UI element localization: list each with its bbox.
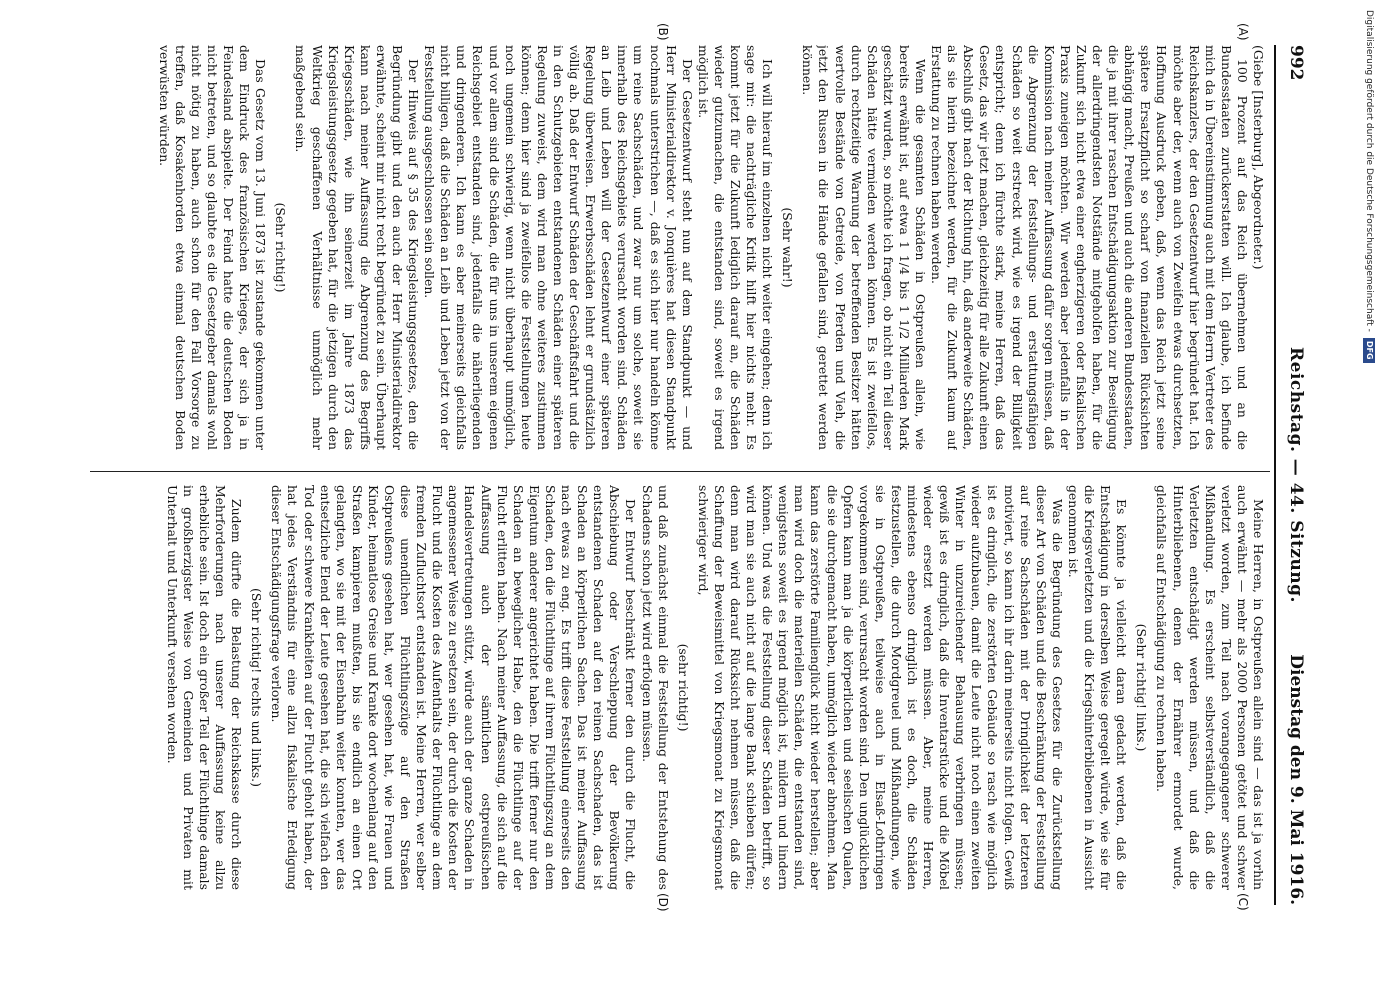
session-date: Dienstag den 9. Mai 1916. xyxy=(1286,654,1306,905)
dfg-logo: DFG xyxy=(1363,338,1375,363)
interjection: (Sehr richtig! rechts und links.) xyxy=(249,588,265,787)
margin-marker-a: (A) xyxy=(1236,23,1250,41)
margin-marker-d: (D) xyxy=(656,893,670,912)
interjection: (Sehr richtig! links.) xyxy=(1134,623,1150,752)
margin-marker-c: (C) xyxy=(1236,893,1250,911)
paragraph: Was die Begründung des Gesetzes für die Zurückstellung dieser Art von Schäden und die Beschränkung der Feststellung auf reine Sachschäden mit der Dringlichkeit der letzteren motiviert, so kann ich ihr darin meinerseits nicht folgen. Gewiß ist es dringlich, die zerstörten Gebäude so rasch wie möglich wieder aufzubauen, damit die Leute nicht noch einen zweiten Winter in unzureichender Behausung verbringen müssen; gewiß ist es dringlich, daß die Inventarstücke und die Möbel wieder ersetzt werden müssen. Aber, meine Herren, mindestens ebenso dringlich ist es doch, die Schäden festzustellen, die durch Mordgreuel und Mißhandlungen, wie sie in Ostpreußen, teilweise auch in Elsaß-Lothringen vorgekommen sind, verursacht worden sind. Den unglücklichen Opfern kann man ja die körperlichen und seelischen Qualen, die sie durchgemacht haben, unmöglich wieder abnehmen. Man kann das zerstörte Familienglück nicht wieder herstellen; aber man wird doch die materiellen Schäden, die entstanden sind, wenigstens soweit es irgend möglich ist, mildern und lindern können. Und was die Feststellung dieser Schäden betrifft, so wird man sie auch nicht auf die lange Bank schieben dürfen; denn man wird darauf Rücksicht nehmen müssen, daß die Schaffung der Beweismittel von Kriegsmonat zu Kriegsmonat schwieriger wird, xyxy=(695,485,1065,890)
paragraph: Der Hinweis auf § 35 des Kriegsleistungsgesetzes, den die Begründung gibt und den auch der Herr Ministerialdirektor erwähnte, scheint mir nicht recht begründet zu sein. Überhaupt kann nach meiner Auffassung die Abgrenzung des Begriffs Kriegsschäden, wie ihn seinerzeit im Jahre 1873 das Kriegsleistungsgesetz gegeben hat, für die jetzigen durch den Weltkrieg geschaffenen Verhältnisse unmöglich mehr maßgebend sein. xyxy=(293,45,422,450)
paragraph: Das Gesetz vom 13. Juni 1873 ist zustande gekommen unter dem Eindruck des französischen Krieges, der sich ja in Feindesland abspielte. Der Feind hatte die deutschen Boden nicht betreten, und so glaubte es die Gesetzgeber damals wohl nicht nötig zu haben, auch schon für den Fall Vorsorge zu treffen, daß Kosakenhorden etwa einmal deutschen Boden verwüsten würden. xyxy=(156,45,269,450)
paragraph: Meine Herren, in Ostpreußen allein sind — das ist ja vorhin auch erwähnt — mehr als 2000 Personen getötet und schwer verletzt worden, zum Teil nach vorangegangener schwerer Mißhandlung. Es erscheint selbstverständlich, daß die Verletzten entschädigt werden müssen, und daß die Hinterbliebenen, denen der Ernährer ermordet wurde, gleichfalls auf Entschädigung zu rechnen haben. xyxy=(1154,485,1266,890)
session-title: Reichstag. — 44. Sitzung. xyxy=(1286,347,1306,603)
paragraph: 100 Prozent auf das Reich übernehmen und an die Bundesstaaten zurückerstatten will. Ich glaube, ich befinde mich da in Übereinstimmung auch mit dem Herrn Vertreter des Reichskanzlers, der den Gesetzentwurf hier begründet hat. Ich möchte aber der, wenn auch von Zweifeln etwas durchsetzten, Hoffnung Ausdruck geben, daß, wenn das Reich jetzt seine spätere Ersatzpflicht so scharf von finanziellen Rücksichten abhängig macht, Preußen und auch die anderen Bundesstaaten, die ja mit ihrer raschen Entschädigungsaktion zur Beseitigung der allerdringendsten Notstände mitgeholfen haben, für die Zukunft sich nicht etwa einer engherzigeren oder fiskalischen Praxis zuneigen möchten. Wir werden aber jedenfalls in der Kommission nach meiner Auffassung dafür sorgen müssen, daß die Abgrenzung der feststellungs- und erstattungsfähigen Schäden so weit erstreckt wird, wie es irgend der Billigkeit entspricht; denn ich fürchte stark, meine Herren, daß das Gesetz, das wir jetzt machen, gleichzeitig für alle Zukunft einen Abschluß gibt nach der Richtung hin, daß anderweite Schäden, als sie hierin bezeichnet werden, für die Zukunft kaum auf Erstattung zu rechnen haben werden. xyxy=(929,45,1250,450)
side-credit xyxy=(1362,10,1376,990)
paragraph: Wenn die gesamten Schäden in Ostpreußen allein, wie bereits erwähnt ist, auf etwa 1 1/4 bis 1 1/2 Milliarden Mark geschätzt wurden, so möchte ich fragen, ob nicht ein Teil dieser Schäden hätte vermieden werden können. Es ist zweifellos, durch rechtzeitige Warnung der betreffenden Besitzer hätten wertvolle Bestände von Getreide, von Pferden und Vieh, die jetzt den Russen in die Hände gefallen sind, gerettet werden können. xyxy=(800,45,929,450)
right-column xyxy=(96,485,1266,890)
paragraph: Der Entwurf beschränkt ferner den durch die Flucht, die Abschiebung oder Verschleppung der Bevölkerung entstandenen Schaden auf den reinen Sachschaden, das ist Schaden an körperlichen Sachen. Das ist meiner Auffassung nach etwas zu eng. Es trifft diese Feststellung einerseits den Schaden, den die Flüchtlinge auf ihrem Flüchtlingszug an dem Eigentum anderer angerichtet haben. Die trifft ferner nur den Schaden an beweglicher Habe, den die Flüchtlinge auf der Flucht erlitten haben. Nach meiner Auffassung, die sich auf die Auffassung auch der sämtlichen ostpreußischen Handelsvertretungen stützt, würde auch der ganze Schaden in angemessener Weise zu ersetzen sein, der durch die Kosten der Flucht und die Kosten des Aufenthalts der Flüchtlinge an dem fremden Zufluchtsort entstanden ist. Meine Herren, wer selber diese unendlichen Flüchtlingszüge auf den Straßen Ostpreußens gesehen hat, wer gesehen hat, wie Frauen und Kinder, heimatlose Greise und Kranke dort wochenlang auf den Straßen kampieren mußten, bis sie endlich an einen Ort gelangten, wo sie mit der Eisenbahn weiter konnten, wer das entsetzliche Elend der Leute gesehen hat, die sich vielfach den Tod oder schwere Krankheiten auf der Flucht geholt haben, der hat jedes Verständnis für eine allzu fiskalische Erledigung dieser Entschädigungsfrage verloren. xyxy=(269,485,639,890)
paragraph: Ich will hierauf im einzelnen nicht weiter eingehen; denn ich sage mir: die nachträgliche Kritik hilft hier nichts mehr. Es kommt jetzt für die Zukunft lediglich darauf an, die Schäden wieder gutzumachen, die entstanden sind, soweit es irgend möglich ist. xyxy=(695,45,776,450)
page-number: 992 xyxy=(1286,45,1306,81)
speaker-line: (Giebe [Insterburg], Abgeordneter.) xyxy=(1251,45,1266,270)
paragraph: Der Gesetzentwurf steht nun auf dem Standpunkt — und Herr Ministerialdirektor v. Jonquières hat diesen Standpunkt nochmals unterstrichen —, daß es sich hier nur handeln könne um reine Sachschäden, und zwar nur um solche, soweit sie innerhalb des Reichsgebiets verursacht worden sind. Schäden an Leib und Leben will der Gesetzentwurf einer späteren Regelung überweisen. Erwerbsschäden lehnt er grundsätzlich völlig ab. Daß der Entwurf Schäden der Geschäftsfahrt und die in den Schutzgebieten entstandenen Schäden einer späteren Regelung zuweist, dem wird man ohne weiteres zustimmen können; denn hier sind ja zweifellos die Feststellungen heute noch ungemein schwierig, wenn nicht überhaupt unmöglich, und vor allem sind die Schäden, die für uns in unserem eigenen Reichsgebiet entstanden sind, jedenfalls die näherliegenden und dringenderen. Ich kann es aber meinerseits gleichfalls nicht billigen, daß die Schäden an Leib und Leben jetzt von der Feststellung ausgeschlossen sein sollen. xyxy=(422,45,695,450)
paragraph: und daß zunächst einmal die Feststellung der Entstehung des Schadens schon jetzt wird erfolgen müssen. xyxy=(639,485,671,890)
margin-marker-b: (B) xyxy=(656,23,670,41)
scanned-sheet xyxy=(80,23,1310,912)
paragraph: Zudem dürfte die Belastung der Reichskasse durch diese Mehrforderungen nach unserer Auffassung keine allzu erhebliche sein. Ist doch ein großer Teil der Flüchtlinge damals in großherzigster Weise von Gemeinden und Privaten mit Unterhalt und Unterkunft versehen worden. xyxy=(164,485,245,890)
column-divider xyxy=(90,471,1270,472)
paragraph: Es könnte ja vielleicht daran gedacht werden, daß die Entschädigung in derselben Weise geregelt würde, wie sie für die Kriegsverletzten und die Kriegshinterbliebenen in Aussicht genommen ist. xyxy=(1065,485,1130,890)
credit-text: Digitalisierung gefördert durch die Deutsche Forschungsgemeinschaft - xyxy=(1364,10,1374,332)
document-page xyxy=(80,23,1310,912)
left-column xyxy=(96,45,1266,450)
interjection: (sehr richtig!) xyxy=(675,643,691,732)
page-header xyxy=(1274,45,1310,905)
interjection: (Sehr richtig!) xyxy=(273,202,289,293)
interjection: (Sehr wahr!) xyxy=(780,207,796,288)
